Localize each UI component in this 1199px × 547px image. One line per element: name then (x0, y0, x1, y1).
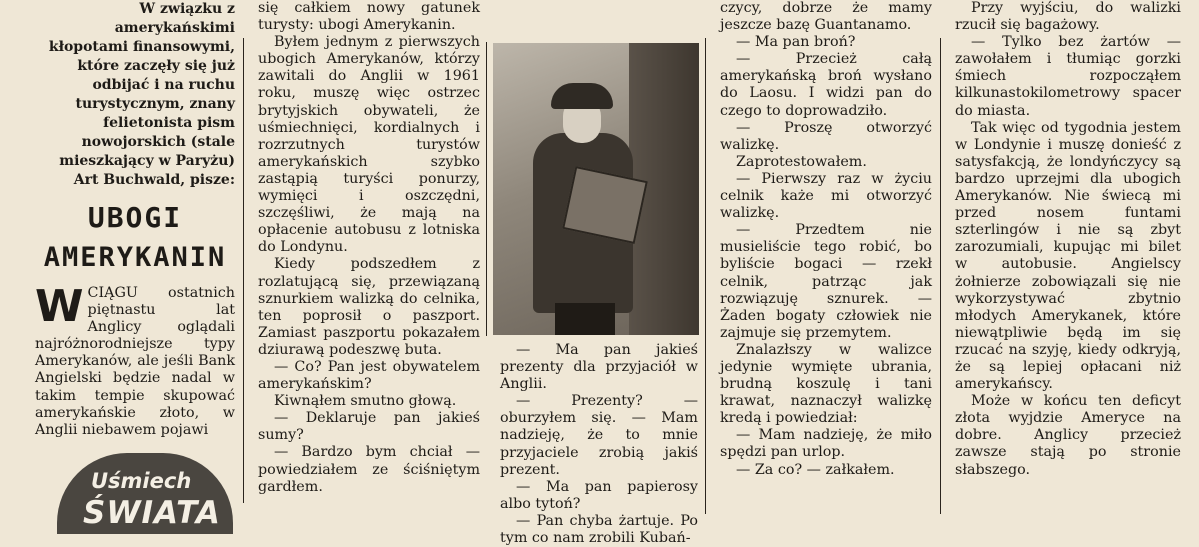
paragraph: — Co? Pan jest obywatelem amerykańskim? (258, 358, 480, 393)
paragraph: — Za co? — załkałem. (736, 461, 895, 478)
paragraph: — Pan chyba żartuje. Po tym co nam zrobili Kubań- (500, 512, 698, 547)
paragraph: Kiwnąłem smutno głową. (274, 393, 457, 410)
first-paragraph (35, 281, 235, 439)
paragraph: Przy wyjściu, do walizki rzucił się bagażowy. (955, 0, 1181, 34)
paragraph: Kiedy podszedłem z rozlatującą się, przewiązaną sznurkiem walizką do celnika, ten poprosił o paszport. Zamiast paszportu pokazałem dziurawą podeszwę buta. (258, 256, 480, 358)
drop-cap: W (35, 281, 84, 332)
paragraph: — Mam nadzieję, że miło spędzi pan urlop. (720, 427, 932, 461)
paragraph: się całkiem nowy gatunek turysty: ubogi Amerykanin. (258, 0, 480, 34)
paragraph: — Ma pan broń? (736, 34, 856, 51)
column-divider (705, 38, 706, 514)
logo-line2: ŚWIATA (83, 495, 221, 531)
text-column-4 (720, 0, 932, 534)
paragraph: — Prezenty? — oburzyłem się. — Mam nadzieję, że to mnie przyjaciele zrobią jakiś prezent. (500, 393, 698, 478)
paragraph: Znalazłszy w walizce jedynie wymięte ubrania, brudną koszulę i tani krawat, naznaczył walizkę kredą i powiedział: (720, 341, 932, 427)
photo-hat (551, 83, 613, 109)
paragraph: — Przedtem nie musieliście tego robić, bo byliście bogaci — rzekł celnik, patrząc jak rozwiązuję sznurek. — Żaden bogaty człowiek nie zajmuje się przemytem. (720, 222, 932, 341)
paragraph: — Pierwszy raz w życiu celnik każe mi otworzyć walizkę. (720, 170, 932, 222)
paragraph: — Deklaruje pan jakieś sumy? (258, 410, 480, 444)
logo-line1: Uśmiech (91, 469, 192, 493)
paragraph: Może w końcu ten deficyt złota wyjdzie Ameryce na dobre. Anglicy przecież zawsze stają po stronie słabszego. (955, 393, 1181, 478)
article-title-line2: AMERYKANIN (43, 242, 227, 273)
paragraph: — Ma pan papierosy albo tytoń? (500, 478, 698, 512)
intro-lead: W związku z amerykańskimi kłopotami finansowymi, które zaczęły się już odbijać i na ruchu turystycznym, znany felietonista pism nowojorskich (stale mieszkający w Paryżu) Art Buchwald, pisze: (48, 1, 235, 188)
paragraph: Byłem jednym z pierwszych ubogich Amerykanów, którzy zawitali do Anglii w 1961 roku, muszę więc ostrzec brytyjskich obywateli, że uśmiechnięci, kordialnych i rozrzutnych turystów amerykańskich szybko zastąpią turyści ponurzy, wymięci i oszczędni, szczęśliwi, że mają na opłacenie autobusu z lotniska do Londynu. (258, 34, 480, 256)
paragraph: — Ma pan jakieś prezenty dla przyjaciół w Anglii. (500, 342, 698, 393)
column-divider (243, 38, 244, 503)
paragraph: Tak więc od tygodnia jestem w Londynie i muszę donieść z satysfakcją, że londyńczycy są bardzo uprzejmi dla ubogich Amerykanów. Nie świecą mi przed nosem funtami szterlingów i nie są zbyt zarozumiali, kupując mi bilet w autobusie. Angielscy żołnierze zobowiązali się nie wykorzystywać zbytnio młodych Amerykanek, które niewątpliwie będą im się rzucać na szyję, kiedy odkryją, że są lepiej opłacani niż amerykańscy. (955, 119, 1181, 393)
article-title-line1: UBOGI (87, 201, 183, 234)
text-column-5 (955, 0, 1181, 534)
paragraph: — Tylko bez żartów — zawołałem i tłumiąc gorzki śmiech rozpocząłem kilkunastokilometrowy spacer do miasta. (955, 34, 1181, 119)
photo-legs (555, 303, 615, 335)
column-divider (940, 38, 941, 514)
photo-man-with-suitcase (493, 43, 699, 335)
text-column-3 (500, 342, 698, 547)
paragraph: — Bardzo bym chciał — powiedziałem ze ściśniętym gardłem. (258, 444, 480, 495)
paragraph: czycy, dobrze że mamy jeszcze bazę Guantanamo. (720, 0, 932, 34)
column-divider (486, 42, 487, 336)
paragraph: Zaprotestowałem. (736, 153, 867, 170)
paragraph: — Proszę otworzyć walizkę. (720, 119, 932, 153)
text-column-2 (258, 0, 480, 534)
paragraph: — Przecież całą amerykańską broń wysłano do Laosu. I widzi pan do czego to doprowadziło. (720, 51, 932, 119)
first-paragraph-text: CIĄGU ostatnich piętnastu lat Anglicy oglądali najróżnorodniejsze typy Amerykanów, ale jeśli Bank Angielski będzie nadal w takim tempie skupować amerykańskie złoto, w Anglii niebawem pojawi (35, 285, 235, 438)
